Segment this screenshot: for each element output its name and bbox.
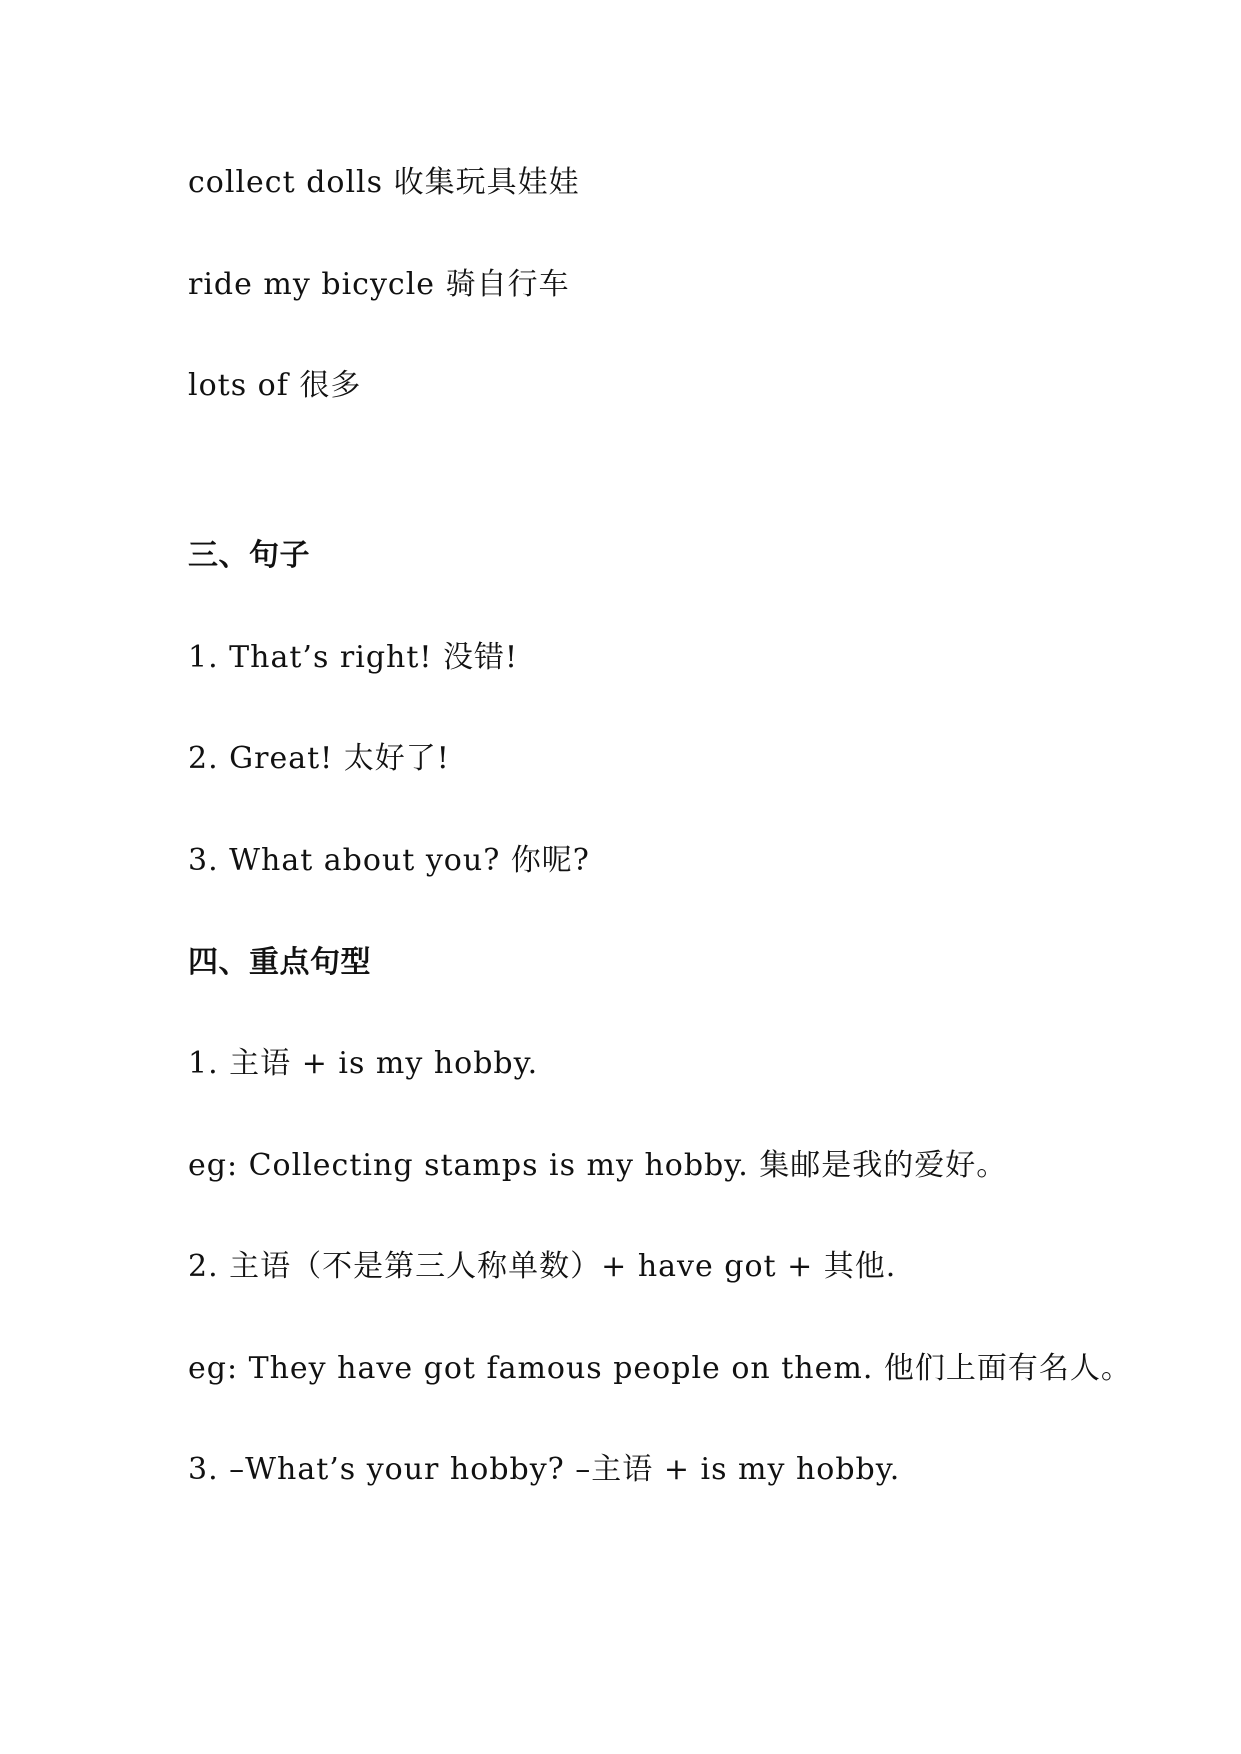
- pattern-3: 3. –What’s your hobby? –主语 + is my hobby.: [188, 1452, 901, 1487]
- section-heading-sentences: 三、句子: [188, 538, 310, 573]
- section-heading-key-patterns: 四、重点句型: [188, 945, 371, 980]
- phrase-collect-dolls: collect dolls 收集玩具娃娃: [188, 165, 580, 200]
- pattern-1: 1. 主语 + is my hobby.: [188, 1046, 539, 1081]
- phrase-lots-of: lots of 很多: [188, 368, 362, 403]
- pattern-2: 2. 主语（不是第三人称单数）+ have got + 其他.: [188, 1249, 897, 1284]
- sentence-2: 2. Great! 太好了!: [188, 741, 450, 776]
- phrase-ride-bicycle: ride my bicycle 骑自行车: [188, 267, 570, 302]
- sentence-1: 1. That’s right! 没错!: [188, 640, 519, 675]
- pattern-2-example: eg: They have got famous people on them. 他们上面有名人。: [188, 1351, 1132, 1386]
- pattern-1-example: eg: Collecting stamps is my hobby. 集邮是我的爱好。: [188, 1148, 1008, 1183]
- sentence-3: 3. What about you? 你呢?: [188, 843, 590, 878]
